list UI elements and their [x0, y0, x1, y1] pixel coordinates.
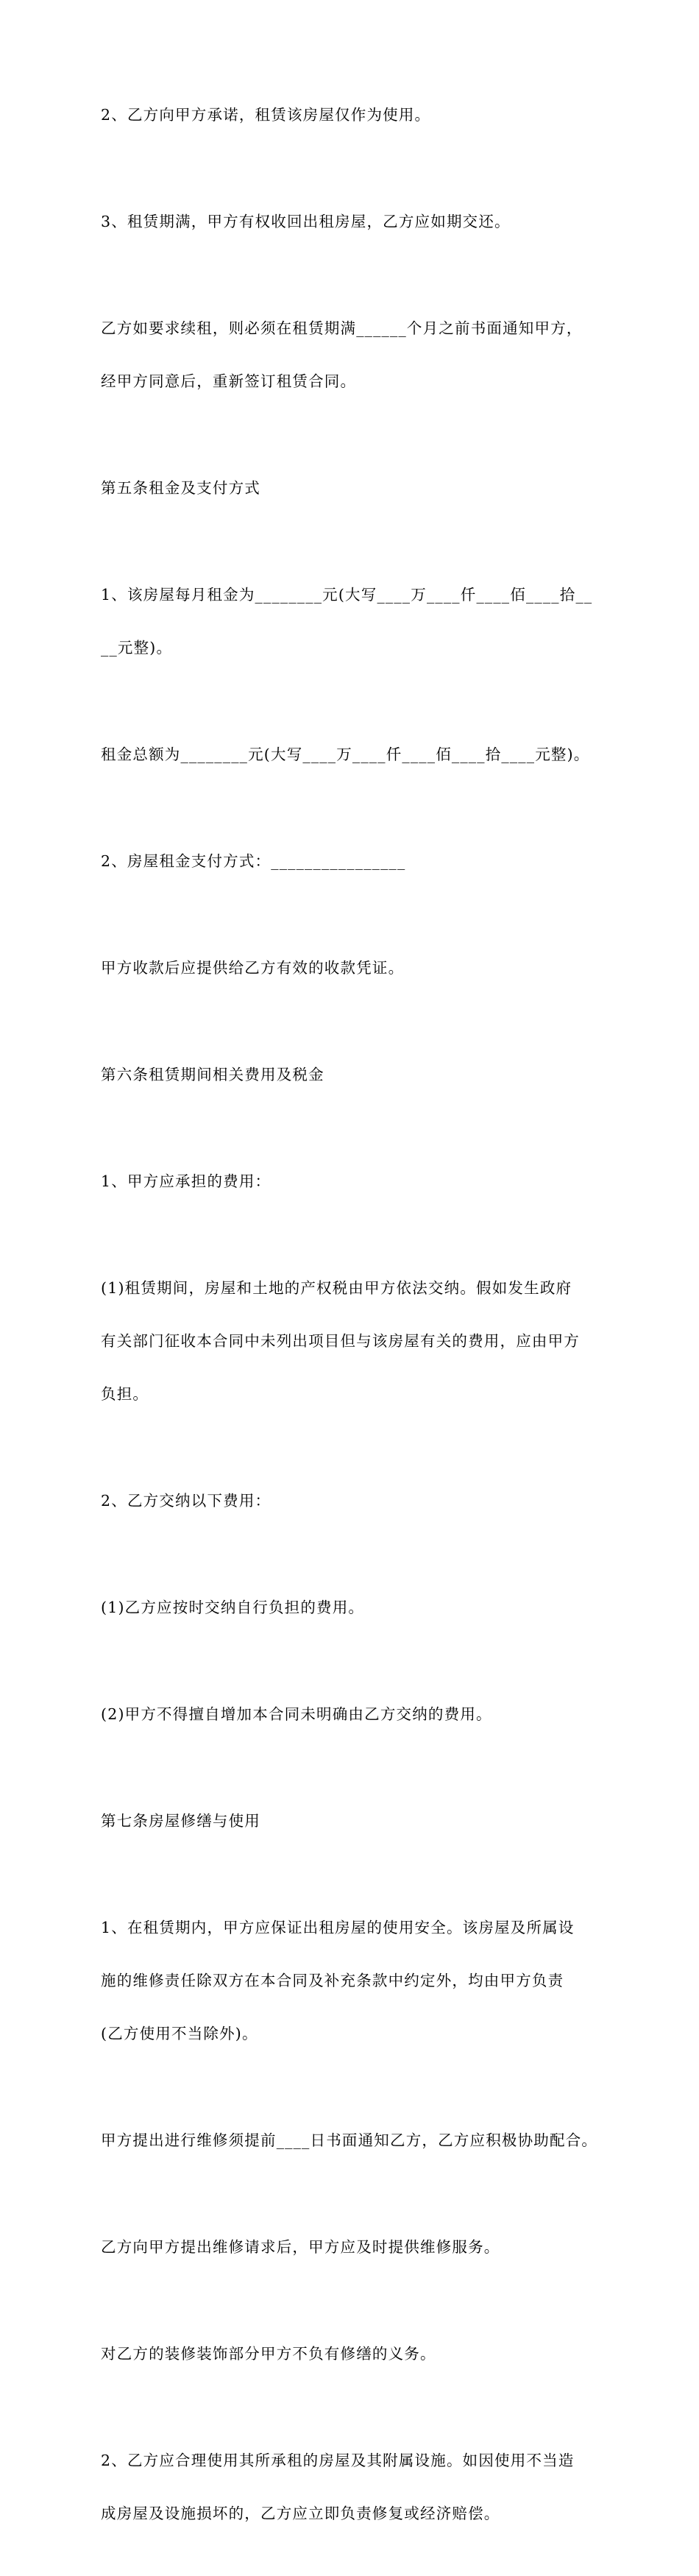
text-line: 2、房屋租金支付方式：________________ [101, 852, 406, 870]
text-line: __元整)。 [101, 639, 173, 657]
text-line: 3、租赁期满，甲方有权收回出租房屋，乙方应如期交还。 [101, 213, 511, 230]
paragraph-property-tax [101, 1244, 601, 1438]
paragraph-proper-use [101, 2416, 601, 2558]
heading-article-5 [101, 444, 601, 532]
text-line: 1、甲方应承担的费用： [101, 1172, 272, 1190]
paragraph-safety [101, 1883, 601, 2078]
text-line: 第五条租金及支付方式 [101, 479, 260, 497]
text-line: (2)甲方不得擅自增加本合同未明确由乙方交纳的费用。 [101, 1705, 492, 1723]
heading-article-7 [101, 1777, 601, 1865]
text-line: 对乙方的装修装饰部分甲方不负有修缮的义务。 [101, 2345, 436, 2363]
text-line: 第六条租赁期间相关费用及税金 [101, 1066, 324, 1083]
text-line: 负担。 [101, 1385, 149, 1403]
text-line: 乙方如要求续租，则必须在租赁期满______个月之前书面通知甲方， [101, 319, 583, 337]
text-line: 1、该房屋每月租金为________元(大写____万____仟____佰____拾__ [101, 586, 593, 604]
paragraph-party-b-fees [101, 1457, 601, 1545]
text-line: 施的维修责任除双方在本合同及补充条款中约定外，均由甲方负责 [101, 1972, 564, 1989]
text-line: 乙方向甲方提出维修请求后，甲方应及时提供维修服务。 [101, 2238, 500, 2256]
text-line: 成房屋及设施损坏的，乙方应立即负责修复或经济赔偿。 [101, 2505, 500, 2522]
paragraph-decoration [101, 2310, 601, 2398]
text-line: (1)乙方应按时交纳自行负担的费用。 [101, 1599, 365, 1616]
text-line: 租金总额为________元(大写____万____仟____佰____拾____元整)。 [101, 746, 590, 763]
text-line: 经甲方同意后，重新签订租赁合同。 [101, 372, 357, 390]
text-line: 2、乙方应合理使用其所承租的房屋及其附属设施。如因使用不当造 [101, 2452, 575, 2469]
paragraph-party-b-fee-2 [101, 1670, 601, 1758]
paragraph-commitment [101, 71, 601, 159]
paragraph-receipt [101, 924, 601, 1012]
paragraph-lease-expiry [101, 177, 601, 266]
text-line: (1)租赁期间，房屋和土地的产权税由甲方依法交纳。假如发生政府 [101, 1279, 572, 1297]
text-line: 第七条房屋修缮与使用 [101, 1812, 260, 1830]
paragraph-party-b-fee-1 [101, 1563, 601, 1652]
paragraph-repair-request [101, 2203, 601, 2291]
text-line: 有关部门征收本合同中未列出项目但与该房屋有关的费用，应由甲方 [101, 1332, 580, 1350]
text-line: 甲方提出进行维修须提前____日书面通知乙方，乙方应积极协助配合。 [101, 2131, 598, 2149]
paragraph-total-rent [101, 710, 601, 799]
paragraph-renewal [101, 284, 601, 425]
paragraph-monthly-rent [101, 551, 601, 692]
heading-article-6 [101, 1030, 601, 1119]
paragraph-payment-method [101, 817, 601, 905]
text-line: (乙方使用不当除外)。 [101, 2025, 258, 2042]
paragraph-repair-notice [101, 2096, 601, 2184]
paragraph-party-a-fees [101, 1137, 601, 1225]
document-page [101, 71, 601, 2576]
text-line: 甲方收款后应提供给乙方有效的收款凭证。 [101, 959, 405, 977]
text-line: 2、乙方向甲方承诺，租赁该房屋仅作为使用。 [101, 106, 431, 124]
text-line: 2、乙方交纳以下费用： [101, 1492, 272, 1510]
text-line: 1、在租赁期内，甲方应保证出租房屋的使用安全。该房屋及所属设 [101, 1919, 575, 1936]
